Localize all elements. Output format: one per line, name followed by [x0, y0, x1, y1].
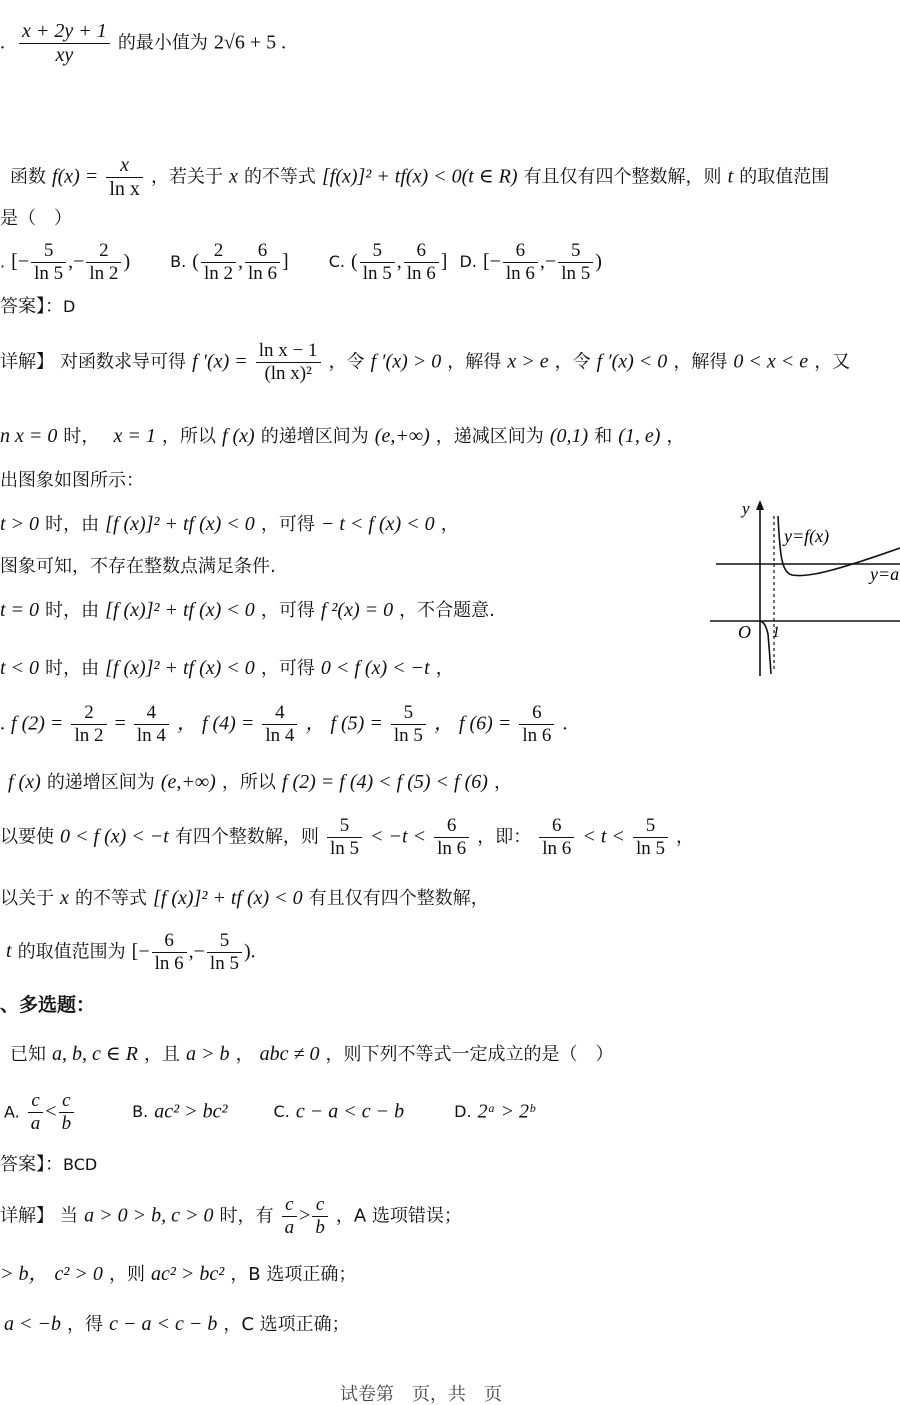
function-graph	[708, 498, 900, 678]
q9-detail-11: 以关于 x 的不等式 [f (x)]² + tf (x) < 0 有且仅有四个整数解，	[0, 887, 489, 909]
dot: .	[0, 31, 5, 54]
q10-detail-1: 详解】 当 a > 0 > b, c > 0 时，有 $\frac{c}{a}$ > $\frac{c}{b}$ ，A 选项错误；	[0, 1194, 462, 1238]
q9-detail-5: 图象可知，不存在整数点满足条件.	[0, 556, 276, 577]
q9-options: . [− $\frac{5}{\ln 5}$ ,− $\frac{2}{\ln 2}$ ) B. ( $\frac{2}{\ln 2}$ , $\frac{6}{\ln 6}$ ] C. ( $\frac{5}{\ln 5}$ , $\frac{6}{\ln 6}$ ] D. [− $\frac{6}{\ln 6}$ ,− $\frac{5}{\ln 5}$ )	[0, 240, 602, 284]
q10-options: A. $\frac{c}{a}$ < $\frac{c}{b}$ B. ac² > bc² C. c − a < c − b D. 2ᵃ > 2ᵇ	[4, 1090, 535, 1134]
q10-answer: 答案】：BCD	[0, 1154, 98, 1175]
q9-detail-8: . f (2) = $\frac{2}{\ln 2}$ = $\frac{4}{\ln 4}$ ， f (4) = $\frac{4}{\ln 4}$ ， f (5) = $\frac{5}{\ln 5}$ ， f (6) = $\frac{6}{\ln 6}$ .	[0, 702, 568, 746]
q9-detail-3: 出图象如图所示：	[0, 470, 144, 491]
q9-answer: 答案】：D	[0, 296, 76, 317]
q9-detail-7: t < 0 时，由 [f (x)]² + tf (x) < 0 ，可得 0 < f (x) < −t ，	[0, 657, 454, 679]
q9-func-fraction: $\frac{x}{\text{ln x}}$	[106, 154, 143, 201]
top-fraction: $\frac{x + 2y + 1}{xy}$	[19, 20, 110, 67]
q10-stem: 已知 a, b, c ∈ R ，且 a > b ， abc ≠ 0 ，则下列不等式一定成立的是（ ）	[10, 1043, 614, 1065]
page-footer: 试卷第 页，共 页	[340, 1384, 502, 1405]
q9-stem-line2: 是（ ）	[0, 208, 72, 229]
q9-detail-9: f (x) 的递增区间为 (e,+∞) ，所以 f (2) = f (4) < f (5) < f (6) ，	[8, 771, 512, 793]
graph-y-label: y	[742, 499, 750, 518]
q10-detail-3: a < −b ，得 c − a < c − b ，C 选项正确；	[4, 1313, 350, 1335]
curve-left-branch	[760, 621, 771, 674]
q9-detail-2: n x = 0 时， x = 1 ，所以 f (x) 的递增区间为 (e,+∞) ，递减区间为 (0,1) 和 (1, e) ，	[0, 425, 685, 447]
q9-stem: 函数 f(x) = $\frac{x}{\text{ln x}}$ ，若关于 x 的不等式 [f(x)]² + tf(x) < 0(t ∈ R) 有且仅有四个整数解，则 t 的取值范围	[10, 154, 830, 200]
section-2-title: 、多选题：	[0, 994, 96, 1016]
q10-detail-2: > b， c² > 0 ，则 ac² > bc² ，B 选项正确；	[0, 1263, 357, 1285]
q9-detail-1: 详解】 对函数求导可得 f ′(x) = $\frac{\text{ln x − 1}}{\text{(ln x)²}}$ ，令 f ′(x) > 0 ，解得 x > e ，令 f ′(x) < 0 ，解得 0 < x < e ，又	[0, 340, 851, 384]
graph-curve-label: y=f(x)	[784, 526, 830, 546]
graph-line-label: y=a	[870, 564, 900, 584]
top-line: . $\frac{x + 2y + 1}{xy}$ 的最小值为 2√6 + 5 .	[0, 20, 287, 66]
q9-detail-10: 以要使 0 < f (x) < −t 有四个整数解，则 $\frac{5}{\ln 5}$ < −t < $\frac{6}{\ln 6}$ ，即： $\frac{6}{\ln 6}$ < t < $\frac{5}{\ln 5}$ ，	[0, 815, 695, 859]
q9-detail-12: t 的取值范围为 [− $\frac{6}{\ln 6}$ ,− $\frac{5}{\ln 5}$ ).	[6, 930, 256, 974]
graph-one: 1	[772, 624, 780, 641]
q9-detail-4: t > 0 时，由 [f (x)]² + tf (x) < 0 ，可得 − t < f (x) < 0 ，	[0, 513, 459, 535]
graph-origin: O	[738, 622, 751, 642]
y-axis-arrow	[756, 500, 764, 510]
q9-detail-6: t = 0 时，由 [f (x)]² + tf (x) < 0 ，可得 f ²(x) = 0 ，不合题意.	[0, 599, 495, 621]
